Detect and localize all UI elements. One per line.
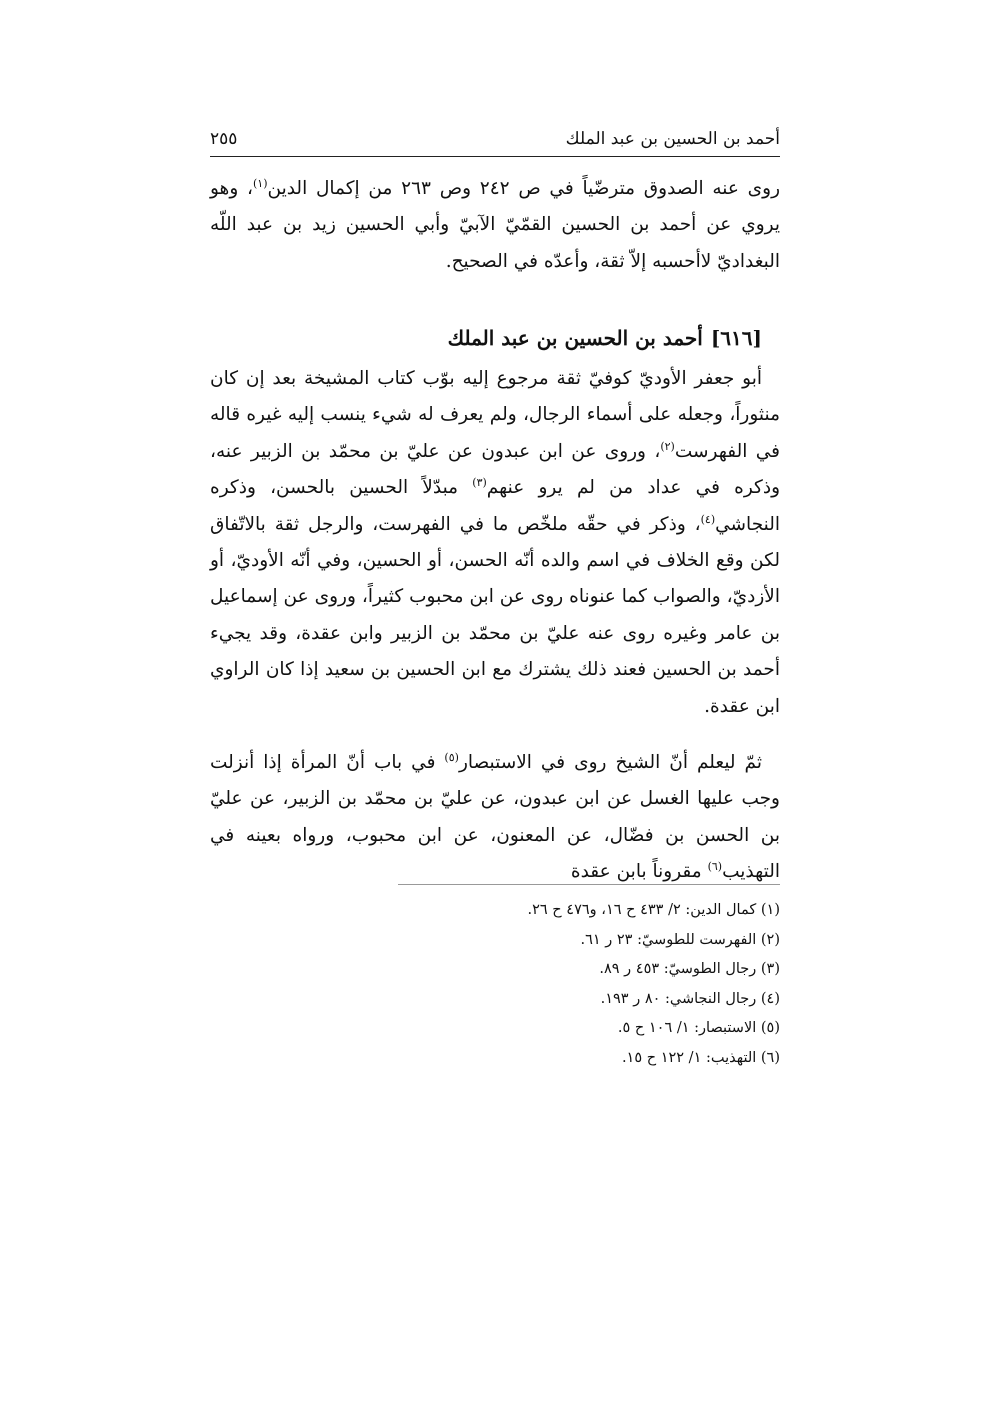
body-text: أبو جعفر الأوديّ كوفيّ ثقة مرجوع إليه بوّب كتاب المشيخة بعد إن كان منثوراً، وجعله على أسماء الرجال، ولم يعرف له شيء ينسب إليه غيره قاله في الفهرست <box>210 368 780 462</box>
body-text: في باب أنّ المرأة إذا أنزلت وجب عليها الغسل عن ابن عبدون، عن عليّ بن محمّد بن الزبير، عن عليّ بن الحسن بن فضّال، عن المعنون، عن ابن محبوب، ورواه بعينه في التهذيب <box>210 752 780 883</box>
intro-text-after: ، وهو يروي عن أحمد بن الحسين القمّيّ الآبيّ وأبي الحسين زيد بن عبد اللّه البغداديّ لاأحسبه إلاّ ثقة، وأعدّه في الصحيح. <box>210 178 780 272</box>
footnote-6: (٦) التهذيب: ١/ ١٢٢ ح ١٥. <box>621 1049 780 1066</box>
entry-heading <box>448 326 762 350</box>
running-header <box>210 124 780 154</box>
entry-name: أحمد بن الحسين بن عبد الملك <box>447 326 703 350</box>
body-text: ، وروى عن ابن عبدون عن عليّ بن محمّد بن الزبير عنه، وذكره في عداد من لم يرو عنهم <box>210 440 781 499</box>
footnote-ref-5[interactable]: (٥) <box>444 750 459 764</box>
running-title: أحمد بن الحسين بن عبد الملك <box>565 129 780 149</box>
intro-paragraph <box>210 171 780 280</box>
body-text: مقروناً بابن عقدة <box>570 861 708 883</box>
body-text: مبدّلاً الحسين بالحسن، وذكره النجاشي <box>210 477 780 535</box>
footnote-2: (٢) الفهرست للطوسيّ: ٢٣ ر ٦١. <box>580 931 780 948</box>
body-paragraph-2 <box>210 745 780 891</box>
body-paragraph-1 <box>210 361 780 725</box>
footnote-ref-1[interactable]: (١) <box>252 176 268 190</box>
header-divider <box>210 156 780 157</box>
footnote-5: (٥) الاستبصار: ١/ ١٠٦ ح ٥. <box>617 1020 780 1037</box>
footnote-ref-6[interactable]: (٦) <box>707 860 723 874</box>
footnote-ref-4[interactable]: (٤) <box>700 512 716 526</box>
intro-text: روى عنه الصدوق مترضّياً في ص ٢٤٢ وص ٢٦٣ من إكمال الدين <box>267 178 781 199</box>
footnote-list <box>210 896 780 1074</box>
footnote-1: (١) كمال الدين: ٢/ ٤٣٣ ح ١٦، و٤٧٦ ح ٢٦. <box>527 902 780 918</box>
page-number: ٢٥٥ <box>210 129 238 149</box>
footnote-divider <box>398 884 780 885</box>
footnote-3: (٣) رجال الطوسيّ: ٤٥٣ ر ٨٩. <box>599 961 780 978</box>
footnote-ref-2[interactable]: (٢) <box>660 439 675 453</box>
entry-number: [٦١٦] <box>710 326 762 350</box>
footnote-4: (٤) رجال النجاشي: ٨٠ ر ١٩٣. <box>600 990 780 1007</box>
book-page <box>210 0 780 1403</box>
footnote-ref-3[interactable]: (٣) <box>472 476 487 490</box>
body-text: ، وذكر في حقّه ملخّص ما في الفهرست، والرجل ثقة بالاتّفاق لكن وقع الخلاف في اسم والده أنّه الحسن، أو الحسين، وفي أنّه الأوديّ، أو الأزديّ، والصواب كما عنوناه روى عن ابن محبوب كثيراً، وروى عن إسماعيل بن عامر وغيره روى عنه عليّ بن محمّد بن الزبير وابن عقدة، وقد يجيء أحمد بن الحسين فعند ذلك يشترك مع ابن الحسين بن سعيد إذا كان الراوي ابن عقدة. <box>210 513 780 717</box>
body-text: ثمّ ليعلم أنّ الشيخ روى في الاستبصار <box>458 752 762 773</box>
